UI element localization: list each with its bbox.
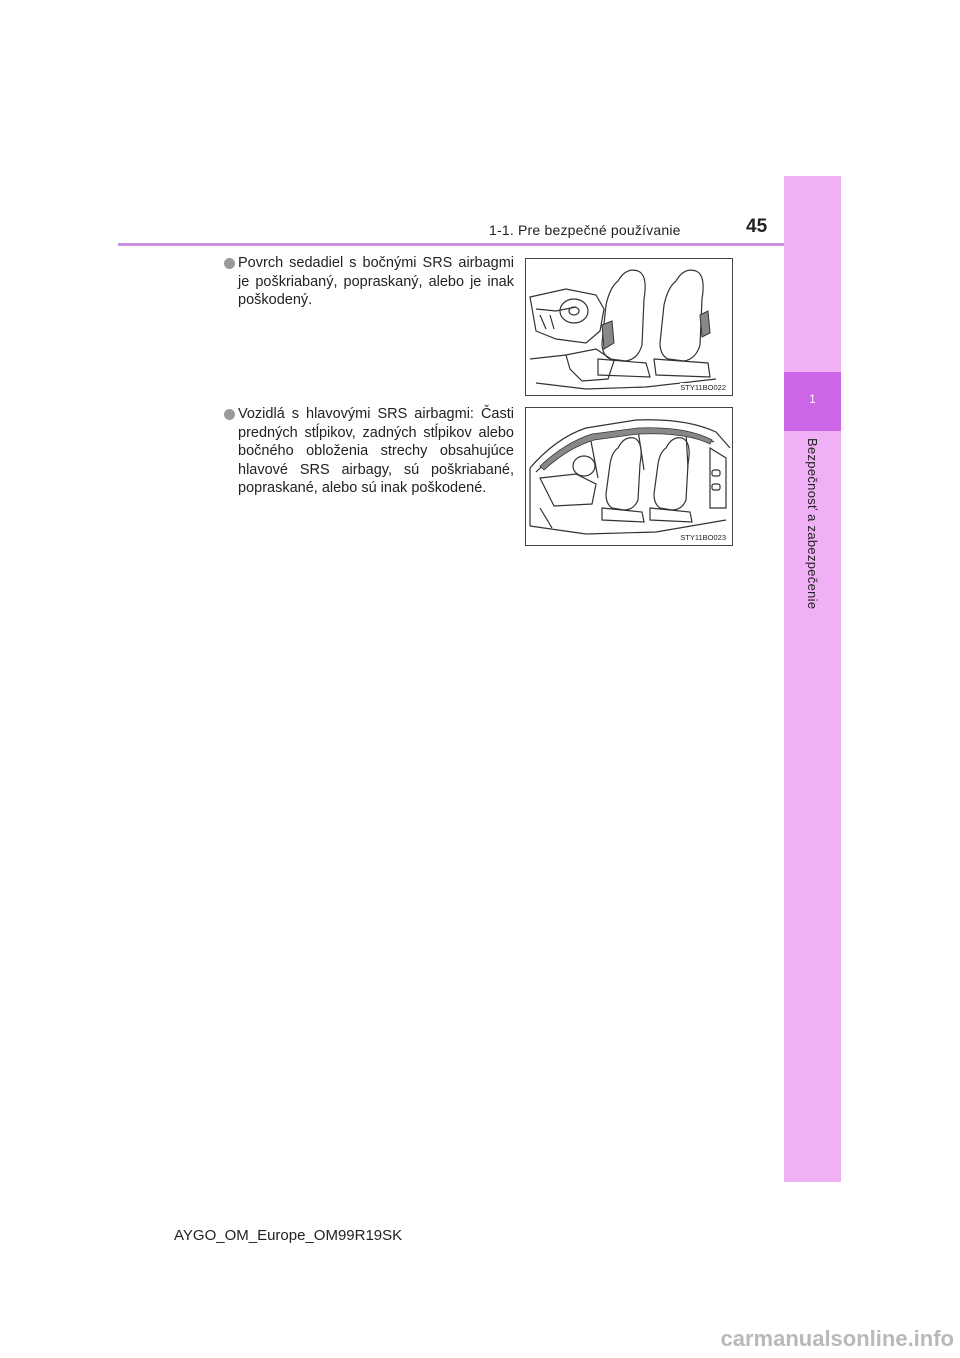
figure-code: STY11BO023 — [680, 533, 726, 542]
header-divider — [118, 243, 841, 246]
chapter-side-tab[interactable] — [784, 176, 841, 1182]
seat-illustration — [526, 259, 732, 395]
car-illustration — [526, 408, 732, 545]
bullet-item-curtain-airbag — [224, 405, 514, 498]
bullet-item-seat-surface — [224, 254, 514, 310]
bullet-dot-icon — [224, 409, 235, 420]
figure-side-airbag-seats — [525, 258, 733, 396]
page-number: 45 — [746, 216, 768, 237]
document-footer: AYGO_OM_Europe_OM99R19SK — [174, 1227, 403, 1244]
bullet-text: Povrch sedadiel s bočnými SRS airbagmi je poškriabaný, popraskaný, alebo je inak poškodený. — [238, 255, 514, 308]
section-title: 1-1. Pre bezpečné používanie — [489, 222, 681, 238]
figure-curtain-airbag-car — [525, 407, 733, 546]
chapter-number: 1 — [809, 392, 816, 406]
bullet-text: Vozidlá s hlavovými SRS airbagmi: Časti predných stĺpikov, zadných stĺpikov alebo bočného obloženia strechy obsahujúce hlavové SRS airbagy, sú poškriabané, popraskané, alebo sú inak poškodené. — [238, 406, 514, 496]
watermark: carmanualsonline.info — [720, 1326, 954, 1351]
figure-code: STY11BO022 — [680, 383, 726, 392]
chapter-title: Bezpečnosť a zabezpečenie — [805, 438, 820, 610]
chapter-title-wrapper — [784, 438, 841, 638]
bullet-dot-icon — [224, 258, 235, 269]
